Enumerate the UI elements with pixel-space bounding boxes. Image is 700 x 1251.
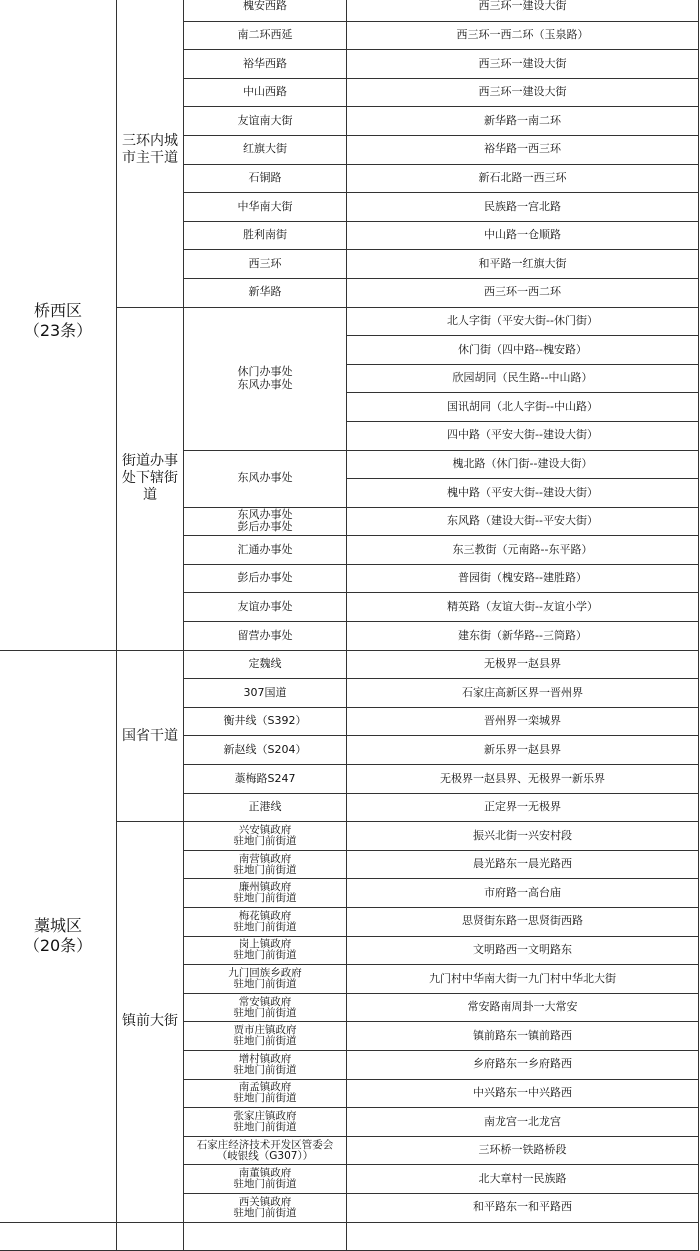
district-cell <box>0 650 117 1222</box>
road-range: 晋州界一栾城界 <box>347 707 699 736</box>
empty-cell <box>0 1222 117 1251</box>
road-range: 普园街（槐安路--建胜路） <box>347 564 699 593</box>
road-range: 西三环一建设大街 <box>347 78 699 107</box>
road-range: 四中路（平安大街--建设大街） <box>347 421 699 450</box>
road-name: 裕华西路 <box>184 50 347 79</box>
road-range: 西三环一建设大街 <box>347 50 699 79</box>
road-name: 石铜路 <box>184 164 347 193</box>
road-range: 裕华路一西三环 <box>347 135 699 164</box>
road-range: 思贤街东路一思贤街西路 <box>347 908 699 937</box>
line: 岗上镇政府 <box>238 938 292 951</box>
line: 驻地门前街道 <box>233 1006 297 1019</box>
line: 东风办事处 <box>237 471 293 485</box>
line: 东风办事处 <box>237 507 293 521</box>
road-range: 新石北路一西三环 <box>347 164 699 193</box>
road-name <box>184 1165 347 1194</box>
line: 友谊办事处 <box>237 599 293 613</box>
road-range: 新华路一南二环 <box>347 107 699 136</box>
line: 彭后办事处 <box>237 520 293 534</box>
road-name <box>184 1193 347 1222</box>
line: 西关镇政府 <box>238 1195 292 1208</box>
road-name: 定魏线 <box>184 650 347 679</box>
category-cell: 国省干道 <box>117 650 184 822</box>
line: 休门办事处 <box>237 364 293 378</box>
line: 驻地门前街道 <box>233 977 297 990</box>
line: 驻地门前街道 <box>233 835 297 848</box>
road-name <box>184 1108 347 1137</box>
road-name: 槐安西路 <box>184 0 347 21</box>
road-name: 藁梅路S247 <box>184 765 347 794</box>
table-row <box>0 650 699 679</box>
road-range: 文明路西一文明路东 <box>347 936 699 965</box>
road-name <box>184 822 347 851</box>
road-range: 振兴北街一兴安村段 <box>347 822 699 851</box>
line: 梅花镇政府 <box>238 909 292 922</box>
district-count: （20条） <box>23 936 93 956</box>
line: 张家庄镇政府 <box>233 1109 297 1122</box>
road-name: 衡井线（S392） <box>184 707 347 736</box>
road-name: 南二环西延 <box>184 21 347 50</box>
road-range: 无极界一赵县界 <box>347 650 699 679</box>
district-name: 藁城区 <box>33 916 82 936</box>
road-range: 民族路一宫北路 <box>347 193 699 222</box>
road-name: 红旗大街 <box>184 135 347 164</box>
category-cell: 三环内城市主干道 <box>117 0 184 307</box>
road-name <box>184 1079 347 1108</box>
road-range: 南龙宫一北龙宫 <box>347 1108 699 1137</box>
road-name <box>184 1022 347 1051</box>
office-cell <box>184 307 347 450</box>
road-range: 北人字街（平安大街--休门街） <box>347 307 699 336</box>
line: 常安镇政府 <box>238 995 292 1008</box>
line: 驻地门前街道 <box>233 863 297 876</box>
road-range: 西三环一建设大街 <box>347 0 699 21</box>
line: 廉州镇政府 <box>238 881 292 894</box>
road-name: 胜利南街 <box>184 221 347 250</box>
road-range: 槐中路（平安大街--建设大街） <box>347 479 699 508</box>
road-name: 正港线 <box>184 793 347 822</box>
road-range: 西三环一西二环（玉泉路） <box>347 21 699 50</box>
line: 驻地门前街道 <box>233 1035 297 1048</box>
office-cell <box>184 450 347 507</box>
line: 留营办事处 <box>237 628 293 642</box>
line: 东风办事处 <box>237 377 293 391</box>
road-range: 无极界一赵县界、无极界一新乐界 <box>347 765 699 794</box>
empty-cell <box>347 1222 699 1251</box>
road-range: 新乐界一赵县界 <box>347 736 699 765</box>
line: 驻地门前街道 <box>233 1092 297 1105</box>
road-range: 石家庄高新区界一晋州界 <box>347 679 699 708</box>
line: 驻地门前街道 <box>233 1120 297 1133</box>
line: 贾市庄镇政府 <box>233 1024 297 1037</box>
district-name: 桥西区 <box>33 301 82 321</box>
road-range: 北大章村一民族路 <box>347 1165 699 1194</box>
office-cell <box>184 564 347 593</box>
line: 驻地门前街道 <box>233 1178 297 1191</box>
empty-cell <box>117 1222 184 1251</box>
road-range: 三环桥一铁路桥段 <box>347 1136 699 1165</box>
district-count: （23条） <box>23 321 93 341</box>
line: 兴安镇政府 <box>238 824 292 836</box>
table-row-partial <box>0 1222 699 1251</box>
road-range: 晨光路东一晨光路西 <box>347 850 699 879</box>
road-range: 休门街（四中路--槐安路） <box>347 336 699 365</box>
line: 南孟镇政府 <box>238 1081 292 1094</box>
office-cell <box>184 536 347 565</box>
road-range: 西三环一西二环 <box>347 278 699 307</box>
office-cell <box>184 622 347 651</box>
road-range: 东风路（建设大街--平安大街） <box>347 507 699 536</box>
line: 驻地门前街道 <box>233 892 297 905</box>
road-range: 槐北路（休门街--建设大街） <box>347 450 699 479</box>
table-row <box>0 0 699 21</box>
road-name <box>184 965 347 994</box>
road-range: 国讯胡同（北人字街--中山路） <box>347 393 699 422</box>
road-name <box>184 1050 347 1079</box>
road-name <box>184 936 347 965</box>
road-range: 中兴路东一中兴路西 <box>347 1079 699 1108</box>
road-range: 中山路一仓顺路 <box>347 221 699 250</box>
office-cell <box>184 507 347 536</box>
road-name: 西三环 <box>184 250 347 279</box>
line: 彭后办事处 <box>237 571 293 585</box>
road-range: 欣园胡同（民生路--中山路） <box>347 364 699 393</box>
line: （岐银线（G307）） <box>216 1149 314 1162</box>
road-name: 新赵线（S204） <box>184 736 347 765</box>
line: 汇通办事处 <box>237 542 293 556</box>
road-name: 中山西路 <box>184 78 347 107</box>
road-name <box>184 850 347 879</box>
road-range: 和平路东一和平路西 <box>347 1193 699 1222</box>
line: 驻地门前街道 <box>233 1063 297 1076</box>
road-name: 307国道 <box>184 679 347 708</box>
empty-cell <box>184 1222 347 1251</box>
category-cell: 街道办事处下辖街道 <box>117 307 184 650</box>
road-name <box>184 993 347 1022</box>
category-cell: 镇前大街 <box>117 822 184 1222</box>
line: 南董镇政府 <box>238 1167 292 1180</box>
road-range: 建东街（新华路--三筒路） <box>347 622 699 651</box>
road-range: 乡府路东一乡府路西 <box>347 1050 699 1079</box>
road-name: 新华路 <box>184 278 347 307</box>
line: 驻地门前街道 <box>233 920 297 933</box>
road-range: 市府路一高台庙 <box>347 879 699 908</box>
office-cell <box>184 593 347 622</box>
road-name <box>184 908 347 937</box>
road-range: 九门村中华南大街一九门村中华北大街 <box>347 965 699 994</box>
road-name: 友谊南大街 <box>184 107 347 136</box>
road-range: 正定界一无极界 <box>347 793 699 822</box>
road-range: 镇前路东一镇前路西 <box>347 1022 699 1051</box>
road-range: 常安路南周卦一大常安 <box>347 993 699 1022</box>
line: 驻地门前街道 <box>233 949 297 962</box>
road-name: 中华南大街 <box>184 193 347 222</box>
line: 石家庄经济技术开发区管委会 <box>196 1138 334 1151</box>
road-range: 和平路一红旗大街 <box>347 250 699 279</box>
road-range: 东三教街（元南路--东平路） <box>347 536 699 565</box>
line: 驻地门前街道 <box>233 1206 297 1219</box>
line: 增村镇政府 <box>238 1052 292 1065</box>
road-range: 精英路（友谊大街--友谊小学） <box>347 593 699 622</box>
road-name <box>184 879 347 908</box>
district-cell <box>0 0 117 650</box>
road-name <box>184 1136 347 1165</box>
line: 南营镇政府 <box>238 852 292 865</box>
line: 九门回族乡政府 <box>228 966 302 979</box>
